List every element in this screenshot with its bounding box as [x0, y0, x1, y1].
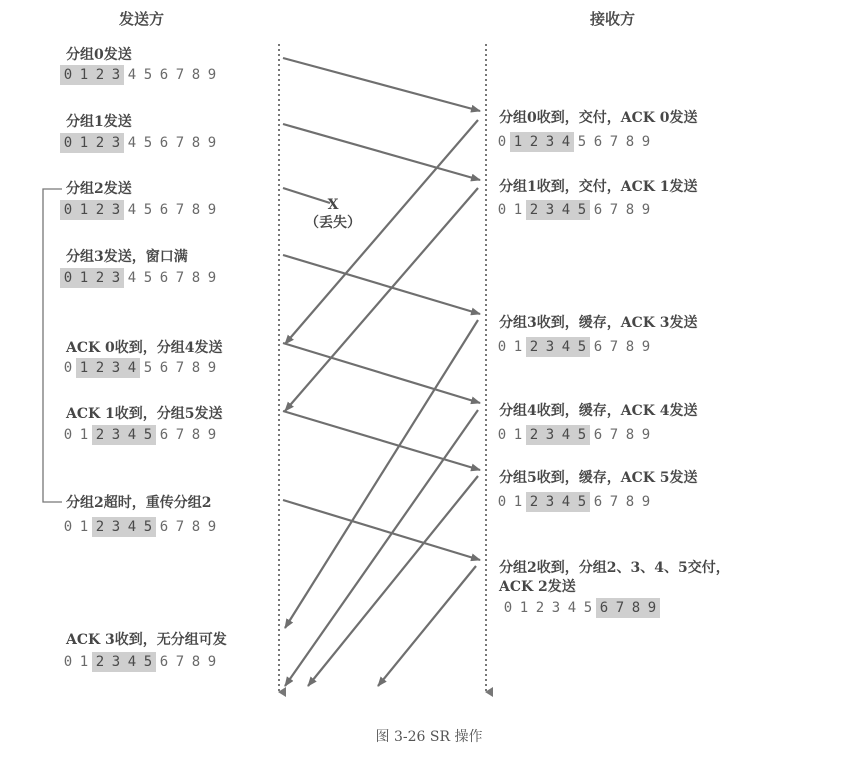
seq-digit-0: 0	[63, 654, 73, 670]
sender-event-7-label: ACK 3收到，无分组可发	[66, 632, 227, 648]
seq-digit-8: 8	[625, 339, 635, 355]
seq-digit-4: 4	[558, 425, 574, 445]
seq-digit-6: 6	[596, 598, 612, 618]
seq-digit-9: 9	[207, 360, 217, 376]
seq-digit-8: 8	[191, 360, 201, 376]
seq-digit-7: 7	[609, 202, 619, 218]
seq-digit-9: 9	[207, 519, 217, 535]
seq-digit-6: 6	[159, 360, 169, 376]
seq-digit-3: 3	[108, 133, 124, 153]
seq-digit-2: 2	[92, 425, 108, 445]
receiver-event-2-label: 分组3收到，缓存，ACK 3发送	[499, 315, 698, 331]
seq-digit-0: 0	[497, 202, 507, 218]
seq-digit-8: 8	[191, 67, 201, 83]
seq-digit-6: 6	[593, 494, 603, 510]
seq-digit-1: 1	[76, 358, 92, 378]
seq-digit-1: 1	[76, 133, 92, 153]
seq-digit-7: 7	[175, 135, 185, 151]
seq-digit-5: 5	[574, 200, 590, 220]
ack-0-arrow	[285, 120, 478, 344]
seq-digit-0: 0	[60, 65, 76, 85]
seq-digit-8: 8	[625, 202, 635, 218]
receiver-event-3-window	[494, 425, 654, 445]
seq-digit-2: 2	[535, 600, 545, 616]
seq-digit-8: 8	[625, 494, 635, 510]
seq-digit-4: 4	[124, 652, 140, 672]
seq-digit-1: 1	[519, 600, 529, 616]
seq-digit-2: 2	[92, 200, 108, 220]
sender-event-0-window	[60, 65, 220, 85]
seq-digit-2: 2	[92, 133, 108, 153]
sender-event-6-window	[60, 517, 220, 537]
seq-digit-4: 4	[127, 67, 137, 83]
seq-digit-6: 6	[159, 135, 169, 151]
receiver-event-5-label2: ACK 2发送	[499, 579, 576, 595]
ack-3-arrow	[285, 320, 478, 628]
seq-digit-9: 9	[644, 598, 660, 618]
seq-digit-2: 2	[526, 492, 542, 512]
seq-digit-1: 1	[510, 132, 526, 152]
seq-digit-6: 6	[159, 67, 169, 83]
seq-digit-5: 5	[574, 337, 590, 357]
seq-digit-2: 2	[526, 337, 542, 357]
seq-digit-3: 3	[108, 65, 124, 85]
seq-digit-5: 5	[140, 652, 156, 672]
receiver-header: 接收方	[590, 10, 636, 28]
seq-digit-8: 8	[625, 134, 635, 150]
seq-digit-0: 0	[60, 268, 76, 288]
seq-digit-1: 1	[76, 200, 92, 220]
seq-digit-9: 9	[207, 202, 217, 218]
seq-digit-7: 7	[609, 427, 619, 443]
seq-digit-6: 6	[593, 202, 603, 218]
seq-digit-7: 7	[175, 270, 185, 286]
seq-digit-2: 2	[526, 425, 542, 445]
seq-digit-6: 6	[159, 427, 169, 443]
seq-digit-8: 8	[191, 654, 201, 670]
seq-digit-7: 7	[175, 202, 185, 218]
sender-event-4-label: ACK 0收到，分组4发送	[66, 340, 223, 356]
receiver-event-3-label: 分组4收到，缓存，ACK 4发送	[499, 403, 698, 419]
seq-digit-3: 3	[108, 200, 124, 220]
sender-event-3-label: 分组3发送，窗口满	[66, 249, 188, 265]
seq-digit-5: 5	[140, 517, 156, 537]
seq-digit-6: 6	[159, 202, 169, 218]
seq-digit-3: 3	[542, 425, 558, 445]
seq-digit-0: 0	[60, 200, 76, 220]
seq-digit-0: 0	[63, 427, 73, 443]
receiver-event-1-window	[494, 200, 654, 220]
seq-digit-8: 8	[191, 270, 201, 286]
seq-digit-3: 3	[542, 200, 558, 220]
sender-event-2-label: 分组2发送	[66, 181, 132, 197]
seq-digit-8: 8	[191, 427, 201, 443]
seq-digit-8: 8	[191, 519, 201, 535]
seq-digit-6: 6	[159, 270, 169, 286]
seq-digit-4: 4	[558, 337, 574, 357]
lost-marker	[305, 196, 361, 232]
seq-digit-3: 3	[108, 652, 124, 672]
packet-3-arrow	[283, 255, 480, 314]
ack-5-arrow	[308, 476, 478, 686]
seq-digit-4: 4	[127, 202, 137, 218]
seq-digit-3: 3	[542, 132, 558, 152]
seq-digit-4: 4	[124, 358, 140, 378]
seq-digit-1: 1	[76, 268, 92, 288]
seq-digit-2: 2	[92, 358, 108, 378]
seq-digit-0: 0	[497, 134, 507, 150]
seq-digit-1: 1	[513, 202, 523, 218]
seq-digit-5: 5	[143, 270, 153, 286]
seq-digit-2: 2	[526, 132, 542, 152]
seq-digit-7: 7	[609, 134, 619, 150]
seq-digit-0: 0	[497, 427, 507, 443]
seq-digit-0: 0	[497, 339, 507, 355]
seq-digit-8: 8	[628, 598, 644, 618]
receiver-event-5-window	[500, 598, 660, 618]
seq-digit-1: 1	[79, 654, 89, 670]
seq-digit-1: 1	[513, 427, 523, 443]
receiver-event-1-label: 分组1收到，交付，ACK 1发送	[499, 179, 698, 195]
seq-digit-6: 6	[159, 654, 169, 670]
seq-digit-7: 7	[175, 67, 185, 83]
seq-digit-2: 2	[92, 652, 108, 672]
ack-4-arrow	[285, 410, 478, 686]
seq-digit-0: 0	[63, 519, 73, 535]
seq-digit-5: 5	[574, 425, 590, 445]
seq-digit-4: 4	[558, 132, 574, 152]
receiver-event-4-label: 分组5收到，缓存，ACK 5发送	[499, 470, 698, 486]
seq-digit-3: 3	[108, 425, 124, 445]
sender-event-4-window	[60, 358, 220, 378]
seq-digit-3: 3	[108, 358, 124, 378]
seq-digit-7: 7	[609, 339, 619, 355]
sender-window-bracket	[43, 189, 62, 502]
sender-event-6-label: 分组2超时，重传分组2	[66, 495, 212, 511]
seq-digit-7: 7	[612, 598, 628, 618]
packet-0-arrow	[283, 58, 480, 111]
ack-2-arrow	[378, 566, 476, 686]
seq-digit-0: 0	[63, 360, 73, 376]
receiver-event-2-window	[494, 337, 654, 357]
seq-digit-7: 7	[609, 494, 619, 510]
seq-digit-9: 9	[641, 339, 651, 355]
seq-digit-3: 3	[108, 268, 124, 288]
seq-digit-0: 0	[503, 600, 513, 616]
seq-digit-5: 5	[140, 425, 156, 445]
packet-4-arrow	[283, 343, 480, 403]
sender-event-7-window	[60, 652, 220, 672]
receiver-event-4-window	[494, 492, 654, 512]
lost-text: （丢失）	[305, 215, 361, 231]
seq-digit-2: 2	[92, 268, 108, 288]
seq-digit-7: 7	[175, 519, 185, 535]
seq-digit-7: 7	[175, 654, 185, 670]
seq-digit-3: 3	[551, 600, 561, 616]
receiver-event-5-label: 分组2收到，分组2、3、4、5交付，	[499, 560, 730, 576]
sender-event-2-window	[60, 200, 220, 220]
seq-digit-4: 4	[127, 135, 137, 151]
seq-digit-0: 0	[60, 133, 76, 153]
seq-digit-6: 6	[159, 519, 169, 535]
seq-digit-8: 8	[625, 427, 635, 443]
seq-digit-4: 4	[127, 270, 137, 286]
seq-digit-2: 2	[526, 200, 542, 220]
seq-digit-5: 5	[143, 135, 153, 151]
seq-digit-4: 4	[124, 425, 140, 445]
seq-digit-3: 3	[542, 337, 558, 357]
seq-digit-7: 7	[175, 427, 185, 443]
seq-digit-5: 5	[574, 492, 590, 512]
lost-x: X	[327, 197, 339, 213]
seq-digit-6: 6	[593, 427, 603, 443]
seq-digit-1: 1	[79, 427, 89, 443]
seq-digit-1: 1	[79, 519, 89, 535]
seq-digit-8: 8	[191, 202, 201, 218]
seq-digit-5: 5	[143, 67, 153, 83]
receiver-event-0-label: 分组0收到，交付，ACK 0发送	[499, 110, 698, 126]
seq-digit-6: 6	[593, 339, 603, 355]
seq-digit-9: 9	[207, 67, 217, 83]
seq-digit-9: 9	[641, 494, 651, 510]
sender-event-3-window	[60, 268, 220, 288]
seq-digit-9: 9	[207, 427, 217, 443]
figure-caption: 图 3-26 SR 操作	[375, 729, 483, 745]
seq-digit-9: 9	[641, 202, 651, 218]
seq-digit-4: 4	[558, 492, 574, 512]
sender-event-1-window	[60, 133, 220, 153]
seq-digit-7: 7	[175, 360, 185, 376]
receiver-event-0-window	[494, 132, 654, 152]
seq-digit-5: 5	[583, 600, 593, 616]
seq-digit-4: 4	[558, 200, 574, 220]
seq-digit-0: 0	[497, 494, 507, 510]
seq-digit-1: 1	[76, 65, 92, 85]
seq-digit-6: 6	[593, 134, 603, 150]
seq-digit-1: 1	[513, 494, 523, 510]
seq-digit-3: 3	[108, 517, 124, 537]
seq-digit-2: 2	[92, 517, 108, 537]
seq-digit-8: 8	[191, 135, 201, 151]
sender-event-5-window	[60, 425, 220, 445]
seq-digit-4: 4	[567, 600, 577, 616]
seq-digit-9: 9	[641, 427, 651, 443]
seq-digit-5: 5	[143, 360, 153, 376]
seq-digit-2: 2	[92, 65, 108, 85]
sender-event-5-label: ACK 1收到，分组5发送	[66, 406, 223, 422]
seq-digit-5: 5	[143, 202, 153, 218]
seq-digit-5: 5	[577, 134, 587, 150]
seq-digit-3: 3	[542, 492, 558, 512]
sender-header: 发送方	[119, 10, 165, 28]
seq-digit-1: 1	[513, 339, 523, 355]
seq-digit-9: 9	[207, 270, 217, 286]
sender-event-0-label: 分组0发送	[66, 47, 132, 63]
seq-digit-9: 9	[207, 654, 217, 670]
seq-digit-9: 9	[207, 135, 217, 151]
seq-digit-9: 9	[641, 134, 651, 150]
seq-digit-4: 4	[124, 517, 140, 537]
packet-5-arrow	[283, 411, 480, 470]
sender-event-1-label: 分组1发送	[66, 114, 132, 130]
